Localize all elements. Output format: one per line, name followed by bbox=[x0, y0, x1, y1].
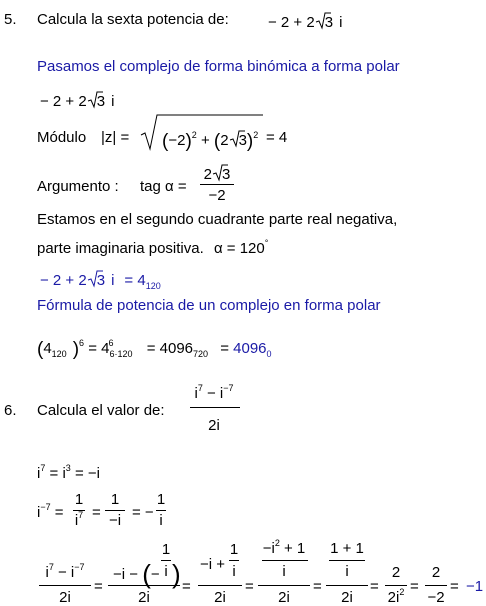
chain-t5-bar bbox=[326, 585, 368, 586]
chain-t1-num: $i^7 - i^{-7}$ bbox=[45, 562, 85, 581]
iminus7-eq1: = bbox=[92, 504, 101, 521]
problem-6-fraction-bar bbox=[190, 407, 240, 408]
chain-t2-rparen: ) bbox=[172, 559, 181, 589]
argumento-fraction-bar bbox=[200, 184, 234, 185]
argumento-denominator: −2 bbox=[208, 187, 226, 204]
modulo-label: Módulo bbox=[37, 129, 87, 146]
chain-t7-num: 2 bbox=[431, 564, 441, 581]
chain-t3-inner-den: i bbox=[232, 563, 236, 580]
argumento-tag: tag α = bbox=[140, 178, 187, 195]
iminus7-eq2: = − bbox=[132, 504, 154, 521]
chain-t1-den: 2i bbox=[59, 589, 71, 606]
heading-binomic-to-polar: Pasamos el complejo de forma binómica a forma polar bbox=[37, 58, 400, 75]
binomic-form: − 2 + 2 3 i bbox=[40, 93, 115, 110]
argumento-numerator: 2 3 bbox=[203, 166, 231, 183]
chain-eq2: = bbox=[182, 578, 191, 595]
iminus7-frac1-den: $i^7$ bbox=[74, 510, 84, 529]
problem-5-number: 5. bbox=[4, 11, 17, 28]
reasoning-line-2-text: parte imaginaria positiva. bbox=[37, 240, 204, 257]
chain-t2-den: 2i bbox=[138, 589, 150, 606]
chain-t6-bar bbox=[385, 585, 407, 586]
line-i7: $i^7 = i^3 = -i$ bbox=[37, 463, 100, 482]
chain-t2-num: −i − (− bbox=[113, 559, 160, 589]
chain-t5-inner-bar bbox=[329, 560, 365, 561]
iminus7-frac1-num: 1 bbox=[74, 491, 84, 508]
chain-eq3: = bbox=[245, 578, 254, 595]
chain-eq5: = bbox=[370, 578, 379, 595]
chain-t6-num: 2 bbox=[391, 564, 401, 581]
chain-t7-den: −2 bbox=[427, 589, 445, 606]
problem-6-number: 6. bbox=[4, 402, 17, 419]
chain-t2-inner-bar bbox=[161, 560, 171, 561]
heading-power-formula: Fórmula de potencia de un complejo en forma polar bbox=[37, 297, 381, 314]
chain-t5-inner-den: i bbox=[345, 563, 349, 580]
problem-6-prompt: Calcula el valor de: bbox=[37, 402, 165, 419]
chain-final-result: −1 bbox=[466, 578, 484, 595]
reasoning-line-2: parte imaginaria positiva. α = 120° bbox=[37, 238, 269, 257]
chain-t3-den: 2i bbox=[214, 589, 226, 606]
chain-t3-inner-bar bbox=[229, 560, 239, 561]
chain-t4-inner-num: $-i^2 + 1$ bbox=[262, 538, 306, 557]
iminus7-frac3-num: 1 bbox=[156, 491, 166, 508]
modulo-result: = 4 bbox=[266, 129, 288, 146]
modulo-radicand: $(-2)^2 + (2$ 3)$^2$ bbox=[162, 130, 259, 152]
modulo-abs-z: |z| = bbox=[101, 129, 130, 146]
chain-t2-inner-den: i bbox=[164, 563, 168, 580]
reasoning-line-1: Estamos en el segundo cuadrante parte real negativa, bbox=[37, 211, 398, 228]
iminus7-frac2-num: 1 bbox=[110, 491, 120, 508]
chain-eq4: = bbox=[313, 578, 322, 595]
chain-t3-num: −i + bbox=[200, 556, 226, 573]
chain-t7-bar bbox=[425, 585, 447, 586]
chain-eq6: = bbox=[410, 578, 419, 595]
iminus7-frac2-bar bbox=[105, 510, 125, 511]
line-iminus7-lhs: $i^{-7}$ = bbox=[37, 502, 64, 521]
chain-t6-den: $2i^2$ bbox=[387, 587, 405, 606]
problem-5-prompt: Calcula la sexta potencia de: bbox=[37, 11, 229, 28]
chain-t1-bar bbox=[39, 585, 91, 586]
chain-t4-den: 2i bbox=[278, 589, 290, 606]
chain-eq7: = bbox=[450, 578, 459, 595]
chain-t4-inner-den: i bbox=[282, 563, 286, 580]
problem-6-denominator: 2i bbox=[208, 417, 220, 434]
power-expression: ($4_{120}$ )$^6 = 4^6_{6\cdot 120} = 4096_{720} = 4096_0$ bbox=[37, 338, 272, 360]
iminus7-frac3-den: i bbox=[159, 512, 163, 529]
chain-t3-bar bbox=[198, 585, 242, 586]
chain-t3-inner-num: 1 bbox=[229, 541, 239, 558]
chain-t2-inner-num: 1 bbox=[161, 541, 171, 558]
iminus7-frac2-den: −i bbox=[108, 512, 122, 529]
problem-5-expression: − 2 + 2 3 i bbox=[268, 14, 343, 31]
chain-t5-inner-num: 1 + 1 bbox=[330, 540, 364, 557]
chain-t4-bar bbox=[258, 585, 310, 586]
argumento-label: Argumento : bbox=[37, 178, 119, 195]
chain-t5-den: 2i bbox=[341, 589, 353, 606]
iminus7-frac3-bar bbox=[156, 510, 166, 511]
polar-result: − 2 + 2 3 $i = 4_{120}$ bbox=[40, 272, 161, 291]
chain-eq1: = bbox=[94, 578, 103, 595]
chain-t2-bar bbox=[108, 585, 180, 586]
chain-t4-inner-bar bbox=[262, 560, 308, 561]
problem-6-numerator: $i^7 - i^{-7}$ bbox=[194, 383, 234, 402]
